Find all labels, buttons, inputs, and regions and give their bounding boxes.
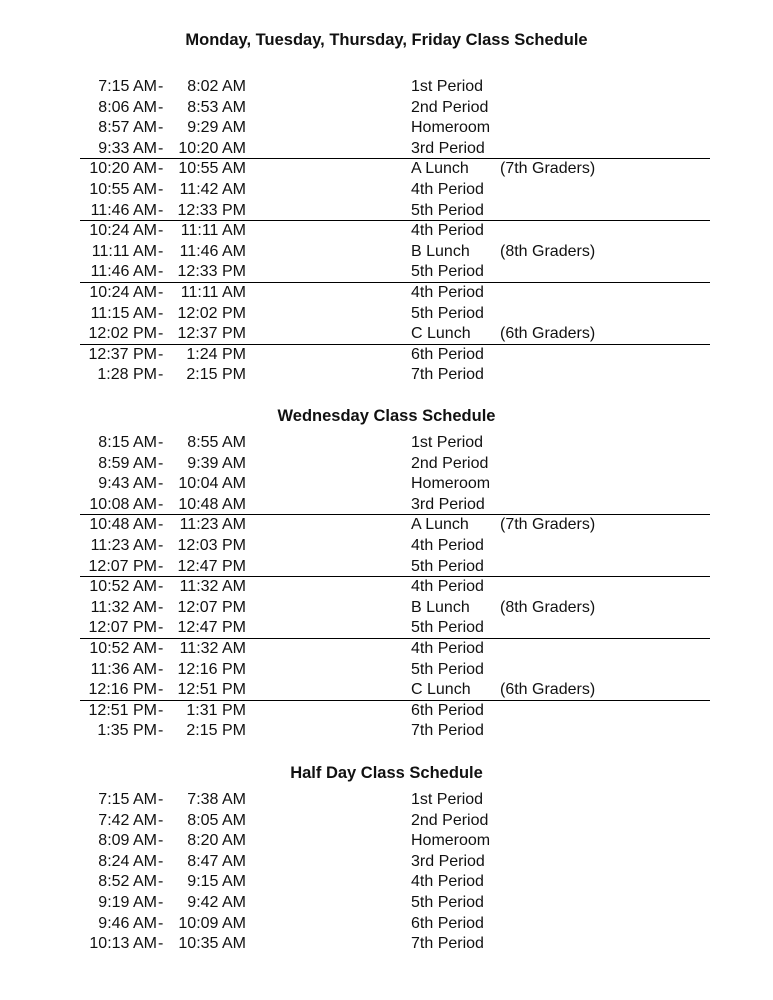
time-separator: -: [158, 660, 164, 678]
time-separator: -: [158, 222, 164, 240]
end-time: 9:15 AM: [187, 873, 246, 891]
schedule-row: [0, 934, 773, 955]
schedule-row: [0, 536, 773, 557]
time-separator: -: [158, 366, 164, 384]
schedule-row: [0, 515, 773, 536]
start-time: 10:24 AM: [89, 283, 157, 301]
period-label: 4th Period: [411, 578, 484, 596]
time-separator: -: [158, 914, 164, 932]
schedule-row: [0, 680, 773, 701]
schedule-row: [0, 831, 773, 852]
grade-note: (8th Graders): [500, 242, 596, 260]
time-separator: -: [158, 578, 164, 596]
period-label: 4th Period: [411, 873, 484, 891]
time-separator: -: [158, 639, 164, 657]
schedule-row: [0, 914, 773, 935]
grade-note: (6th Graders): [500, 325, 596, 343]
period-label: 2nd Period: [411, 811, 489, 829]
end-time: 12:47 PM: [177, 557, 246, 575]
start-time: 1:28 PM: [97, 366, 157, 384]
schedule-row: [0, 77, 773, 98]
period-label: 5th Period: [411, 619, 484, 637]
end-time: 10:55 AM: [178, 160, 246, 178]
start-time: 12:16 PM: [88, 681, 157, 699]
start-time: 11:36 AM: [90, 660, 157, 678]
start-time: 10:13 AM: [89, 935, 157, 953]
period-label: 3rd Period: [411, 495, 485, 513]
time-separator: -: [158, 434, 164, 451]
start-time: 8:06 AM: [98, 98, 157, 116]
start-time: 8:15 AM: [98, 434, 157, 451]
end-time: 8:20 AM: [187, 832, 246, 850]
period-label: 5th Period: [411, 557, 484, 575]
end-time: 10:35 AM: [178, 935, 246, 953]
period-label: 2nd Period: [411, 454, 489, 472]
end-time: 11:32 AM: [179, 578, 246, 596]
time-separator: -: [158, 832, 164, 850]
start-time: 9:43 AM: [98, 475, 157, 493]
time-separator: -: [158, 893, 164, 911]
period-label: 5th Period: [411, 304, 484, 322]
period-label: Homeroom: [411, 119, 491, 137]
schedule-row: [0, 324, 773, 345]
schedule-row: [0, 557, 773, 578]
schedule-row: [0, 118, 773, 139]
start-time: 10:20 AM: [89, 160, 157, 178]
start-time: 8:09 AM: [98, 832, 157, 850]
period-label: 1st Period: [411, 434, 484, 451]
period-label: 4th Period: [411, 180, 484, 198]
time-separator: -: [158, 283, 164, 301]
period-label: 1st Period: [411, 791, 484, 808]
end-time: 8:47 AM: [187, 852, 246, 870]
end-time: 12:07 PM: [177, 598, 246, 616]
schedule-row: [0, 474, 773, 495]
time-separator: -: [158, 160, 164, 178]
start-time: 11:15 AM: [90, 304, 157, 322]
start-time: 12:02 PM: [88, 325, 157, 343]
period-label: 6th Period: [411, 701, 484, 719]
time-separator: -: [158, 873, 164, 891]
start-time: 10:52 AM: [89, 639, 157, 657]
schedule-row: [0, 701, 773, 722]
schedule-rows: [0, 77, 773, 386]
grade-note: (6th Graders): [500, 681, 596, 699]
schedule-row: [0, 721, 773, 742]
time-separator: -: [158, 536, 164, 554]
end-time: 8:05 AM: [187, 811, 246, 829]
start-time: 12:07 PM: [88, 557, 157, 575]
period-label: 1st Period: [411, 78, 484, 95]
period-label: B Lunch: [411, 242, 470, 260]
period-label: 5th Period: [411, 263, 484, 281]
schedule-row: [0, 852, 773, 873]
period-label: C Lunch: [411, 325, 471, 343]
schedule-row: [0, 262, 773, 283]
time-separator: -: [158, 722, 164, 740]
schedule-row: [0, 598, 773, 619]
period-label: 3rd Period: [411, 139, 485, 157]
period-label: C Lunch: [411, 681, 471, 699]
end-time: 10:48 AM: [178, 495, 246, 513]
start-time: 12:07 PM: [88, 619, 157, 637]
time-separator: -: [158, 180, 164, 198]
end-time: 11:11 AM: [180, 283, 246, 301]
end-time: 12:16 PM: [177, 660, 246, 678]
schedule-section-regular: [0, 28, 773, 386]
period-label: A Lunch: [411, 160, 469, 178]
time-separator: -: [158, 98, 164, 116]
time-separator: -: [158, 495, 164, 513]
start-time: 10:24 AM: [89, 222, 157, 240]
time-separator: -: [158, 475, 164, 493]
time-separator: -: [158, 454, 164, 472]
schedule-row: [0, 242, 773, 263]
time-separator: -: [158, 852, 164, 870]
start-time: 10:52 AM: [89, 578, 157, 596]
time-separator: -: [158, 78, 164, 95]
schedule-row: [0, 304, 773, 325]
start-time: 9:19 AM: [98, 893, 157, 911]
time-separator: -: [158, 325, 164, 343]
period-label: 5th Period: [411, 201, 484, 219]
start-time: 7:15 AM: [98, 78, 157, 95]
period-label: A Lunch: [411, 516, 469, 534]
end-time: 11:46 AM: [179, 242, 246, 260]
section-title: Monday, Tuesday, Thursday, Friday Class Schedule: [185, 31, 588, 49]
start-time: 11:46 AM: [90, 201, 157, 219]
time-separator: -: [158, 516, 164, 534]
schedule-row: [0, 159, 773, 180]
start-time: 7:15 AM: [98, 791, 157, 808]
period-label: 5th Period: [411, 893, 484, 911]
start-time: 8:57 AM: [98, 119, 157, 137]
period-label: 6th Period: [411, 914, 484, 932]
time-separator: -: [158, 139, 164, 157]
period-label: 7th Period: [411, 722, 484, 740]
period-label: 2nd Period: [411, 98, 489, 116]
end-time: 2:15 PM: [186, 722, 246, 740]
start-time: 9:33 AM: [98, 139, 157, 157]
schedule-row: [0, 618, 773, 639]
end-time: 12:02 PM: [177, 304, 246, 322]
start-time: 12:37 PM: [88, 345, 157, 363]
section-title: Wednesday Class Schedule: [277, 407, 496, 425]
start-time: 9:46 AM: [98, 914, 157, 932]
schedule-row: [0, 98, 773, 119]
time-separator: -: [158, 681, 164, 699]
end-time: 12:37 PM: [177, 325, 246, 343]
period-label: 4th Period: [411, 222, 484, 240]
end-time: 11:32 AM: [179, 639, 246, 657]
schedule-row: [0, 660, 773, 681]
period-label: Homeroom: [411, 475, 491, 493]
end-time: 10:04 AM: [178, 475, 246, 493]
period-label: 4th Period: [411, 283, 484, 301]
schedule-row: [0, 872, 773, 893]
end-time: 1:31 PM: [186, 701, 246, 719]
start-time: 10:08 AM: [89, 495, 157, 513]
end-time: 9:42 AM: [187, 893, 246, 911]
schedule-row: [0, 283, 773, 304]
time-separator: -: [158, 619, 164, 637]
schedule-row: [0, 454, 773, 475]
period-label: 3rd Period: [411, 852, 485, 870]
end-time: 9:29 AM: [187, 119, 246, 137]
section-title: Half Day Class Schedule: [290, 764, 483, 782]
end-time: 1:24 PM: [186, 345, 246, 363]
time-separator: -: [158, 119, 164, 137]
schedule-section-half-day: [0, 761, 773, 955]
schedule-rows: [0, 433, 773, 742]
end-time: 12:33 PM: [177, 263, 246, 281]
period-label: 7th Period: [411, 935, 484, 953]
start-time: 11:46 AM: [90, 263, 157, 281]
start-time: 11:11 AM: [91, 242, 157, 260]
schedule-row: [0, 639, 773, 660]
period-label: 7th Period: [411, 366, 484, 384]
time-separator: -: [158, 557, 164, 575]
start-time: 8:52 AM: [98, 873, 157, 891]
end-time: 10:20 AM: [178, 139, 246, 157]
schedule-row: [0, 365, 773, 386]
end-time: 2:15 PM: [186, 366, 246, 384]
schedule-row: [0, 221, 773, 242]
schedule-row: [0, 893, 773, 914]
end-time: 10:09 AM: [178, 914, 246, 932]
start-time: 12:51 PM: [88, 701, 157, 719]
start-time: 11:23 AM: [90, 536, 157, 554]
schedule-row: [0, 433, 773, 454]
time-separator: -: [158, 701, 164, 719]
period-label: 6th Period: [411, 345, 484, 363]
time-separator: -: [158, 242, 164, 260]
schedule-row: [0, 180, 773, 201]
end-time: 11:23 AM: [179, 516, 246, 534]
period-label: 5th Period: [411, 660, 484, 678]
end-time: 12:33 PM: [177, 201, 246, 219]
start-time: 1:35 PM: [97, 722, 157, 740]
schedule-row: [0, 790, 773, 811]
schedule-row: [0, 139, 773, 160]
schedule-row: [0, 577, 773, 598]
time-separator: -: [158, 345, 164, 363]
period-label: 4th Period: [411, 639, 484, 657]
schedule-row: [0, 495, 773, 516]
end-time: 12:47 PM: [177, 619, 246, 637]
grade-note: (8th Graders): [500, 598, 596, 616]
start-time: 7:42 AM: [98, 811, 157, 829]
end-time: 12:03 PM: [177, 536, 246, 554]
schedule-row: [0, 811, 773, 832]
time-separator: -: [158, 304, 164, 322]
end-time: 8:55 AM: [187, 434, 246, 451]
start-time: 10:55 AM: [89, 180, 157, 198]
grade-note: (7th Graders): [500, 516, 596, 534]
period-label: B Lunch: [411, 598, 470, 616]
end-time: 8:53 AM: [187, 98, 246, 116]
time-separator: -: [158, 935, 164, 953]
start-time: 11:32 AM: [90, 598, 157, 616]
end-time: 8:02 AM: [187, 78, 246, 95]
grade-note: (7th Graders): [500, 160, 596, 178]
end-time: 11:11 AM: [180, 222, 246, 240]
end-time: 9:39 AM: [187, 454, 246, 472]
schedule-section-wednesday: [0, 404, 773, 742]
time-separator: -: [158, 201, 164, 219]
end-time: 11:42 AM: [179, 180, 246, 198]
schedule-row: [0, 345, 773, 366]
end-time: 12:51 PM: [177, 681, 246, 699]
period-label: Homeroom: [411, 832, 491, 850]
time-separator: -: [158, 811, 164, 829]
start-time: 10:48 AM: [89, 516, 157, 534]
schedule-rows: [0, 790, 773, 955]
end-time: 7:38 AM: [187, 791, 246, 808]
schedule-row: [0, 201, 773, 222]
period-label: 4th Period: [411, 536, 484, 554]
start-time: 8:59 AM: [98, 454, 157, 472]
time-separator: -: [158, 791, 164, 808]
time-separator: -: [158, 263, 164, 281]
time-separator: -: [158, 598, 164, 616]
start-time: 8:24 AM: [98, 852, 157, 870]
